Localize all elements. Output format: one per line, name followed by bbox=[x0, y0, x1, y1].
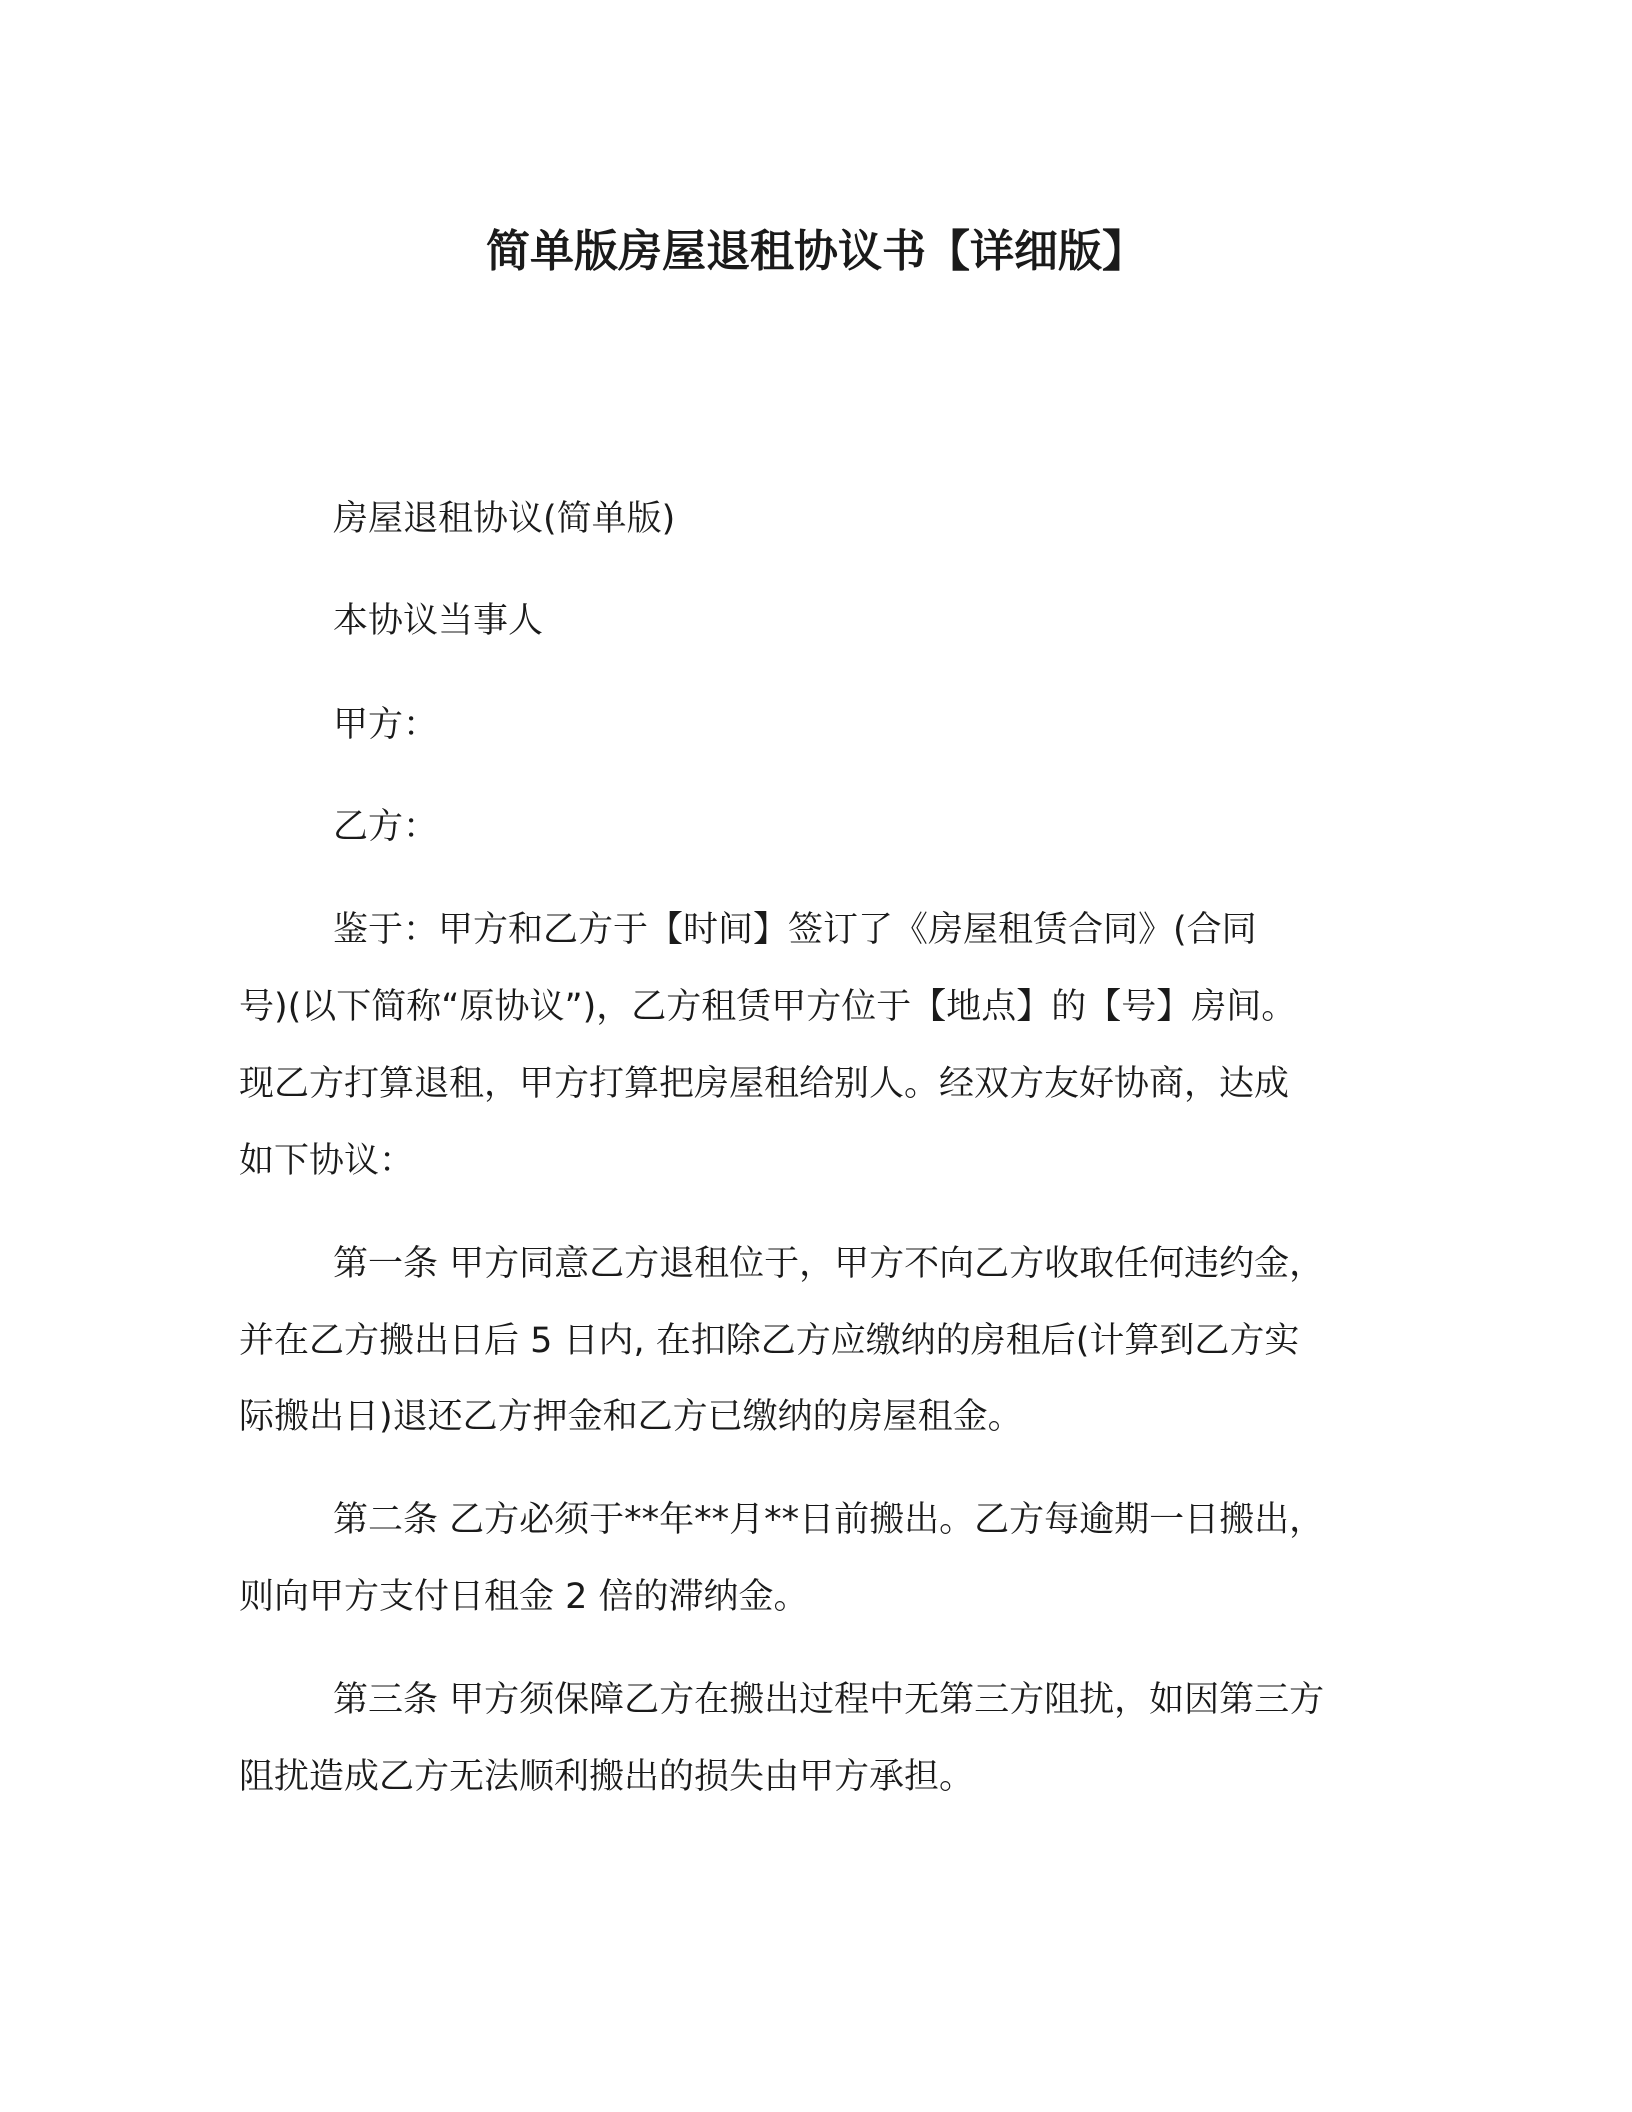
article-2-line: 第二条 乙方必须于**年**月**日前搬出。乙方每逾期一日搬出， bbox=[333, 1500, 1325, 1540]
recital-line: 号)(以下简称“原协议”)，乙方租赁甲方位于【地点】的【号】房间。 bbox=[239, 987, 1297, 1027]
recital-line: 鉴于：甲方和乙方于【时间】签订了《房屋租赁合同》(合同 bbox=[333, 910, 1257, 950]
party-b-label: 乙方： bbox=[333, 807, 439, 847]
parties-heading: 本协议当事人 bbox=[333, 601, 544, 641]
article-1-line: 第一条 甲方同意乙方退租位于，甲方不向乙方收取任何违约金， bbox=[333, 1244, 1325, 1284]
article-1-line: 并在乙方搬出日后 5 日内, 在扣除乙方应缴纳的房租后(计算到乙方实 bbox=[239, 1321, 1300, 1361]
document-title: 简单版房屋退租协议书【详细版】 bbox=[486, 226, 1146, 277]
article-2-line: 则向甲方支付日租金 2 倍的滞纳金。 bbox=[239, 1577, 809, 1617]
recital-line: 现乙方打算退租，甲方打算把房屋租给别人。经双方友好协商，达成 bbox=[239, 1064, 1290, 1104]
article-3-line: 阻扰造成乙方无法顺利搬出的损失由甲方承担。 bbox=[239, 1757, 975, 1797]
article-3-line: 第三条 甲方须保障乙方在搬出过程中无第三方阻扰，如因第三方 bbox=[333, 1680, 1325, 1720]
recital-line: 如下协议： bbox=[239, 1141, 415, 1181]
party-a-label: 甲方： bbox=[333, 705, 439, 745]
article-1-line: 际搬出日)退还乙方押金和乙方已缴纳的房屋租金。 bbox=[239, 1397, 1023, 1437]
agreement-heading: 房屋退租协议(简单版) bbox=[333, 499, 676, 539]
